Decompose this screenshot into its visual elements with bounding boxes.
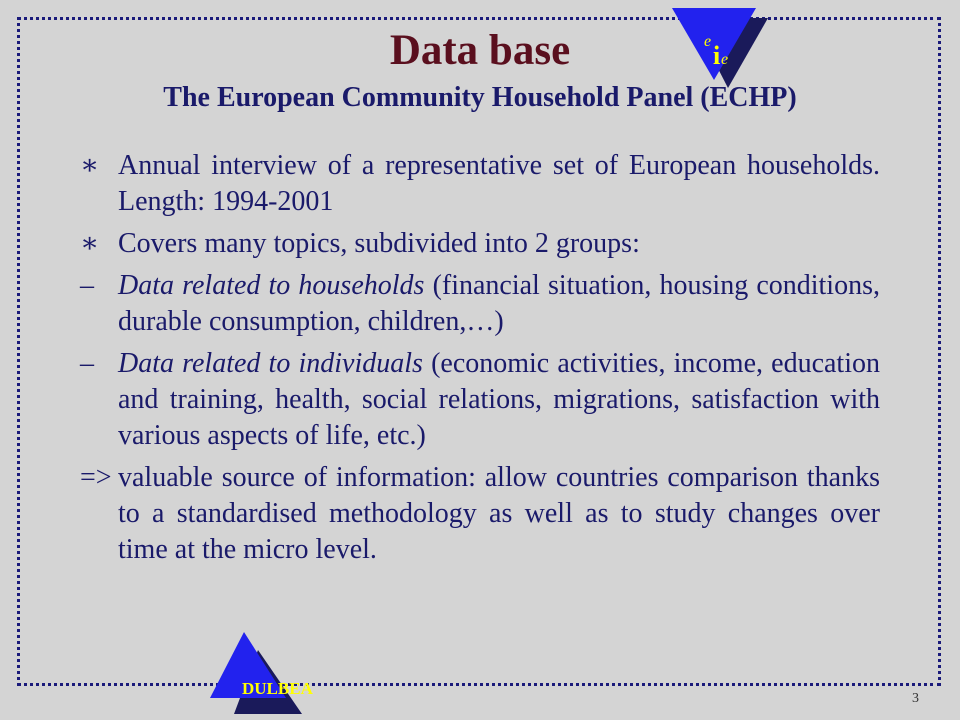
page-number: 3 (912, 691, 919, 706)
dash-marker: – (80, 270, 94, 301)
dash-marker: – (80, 348, 94, 379)
bullet-marker: ∗ (80, 150, 100, 181)
bullet-list (80, 148, 880, 574)
bullet-italic-text: Data related to households (118, 270, 425, 301)
logo-letter-i: i (713, 41, 721, 70)
arrow-marker: => (80, 462, 112, 493)
bullet-text: (financial situation, housing conditions, durable consumption, children,…) (118, 270, 880, 337)
bullet-item (80, 148, 880, 220)
bullet-text: Annual interview of a representative set of European households. Length: 1994-2001 (118, 150, 880, 217)
logo-letter-e2: e (721, 51, 729, 68)
bullet-marker: ∗ (80, 228, 100, 259)
logo-letter-e1: e (704, 33, 712, 50)
slide-title: Data base (389, 27, 571, 74)
dulbea-logo-icon (210, 632, 350, 717)
bullet-item (80, 460, 880, 568)
dulbea-logo-text: DULBEA (242, 679, 313, 698)
bullet-item (80, 268, 880, 340)
bullet-item (80, 346, 880, 454)
bullet-text: (economic activities, income, education and training, health, social relations, migrations, satisfaction with various aspects of life, etc.) (118, 348, 880, 451)
bullet-text: valuable source of information: allow countries comparison thanks to a standardised methodology as well as to study changes over time at the micro level. (118, 462, 880, 565)
bullet-italic-text: Data related to individuals (118, 348, 423, 379)
bullet-text: Covers many topics, subdivided into 2 groups: (118, 228, 640, 259)
slide-subtitle: The European Community Household Panel (ECHP) (163, 82, 797, 113)
bullet-item (80, 226, 880, 262)
